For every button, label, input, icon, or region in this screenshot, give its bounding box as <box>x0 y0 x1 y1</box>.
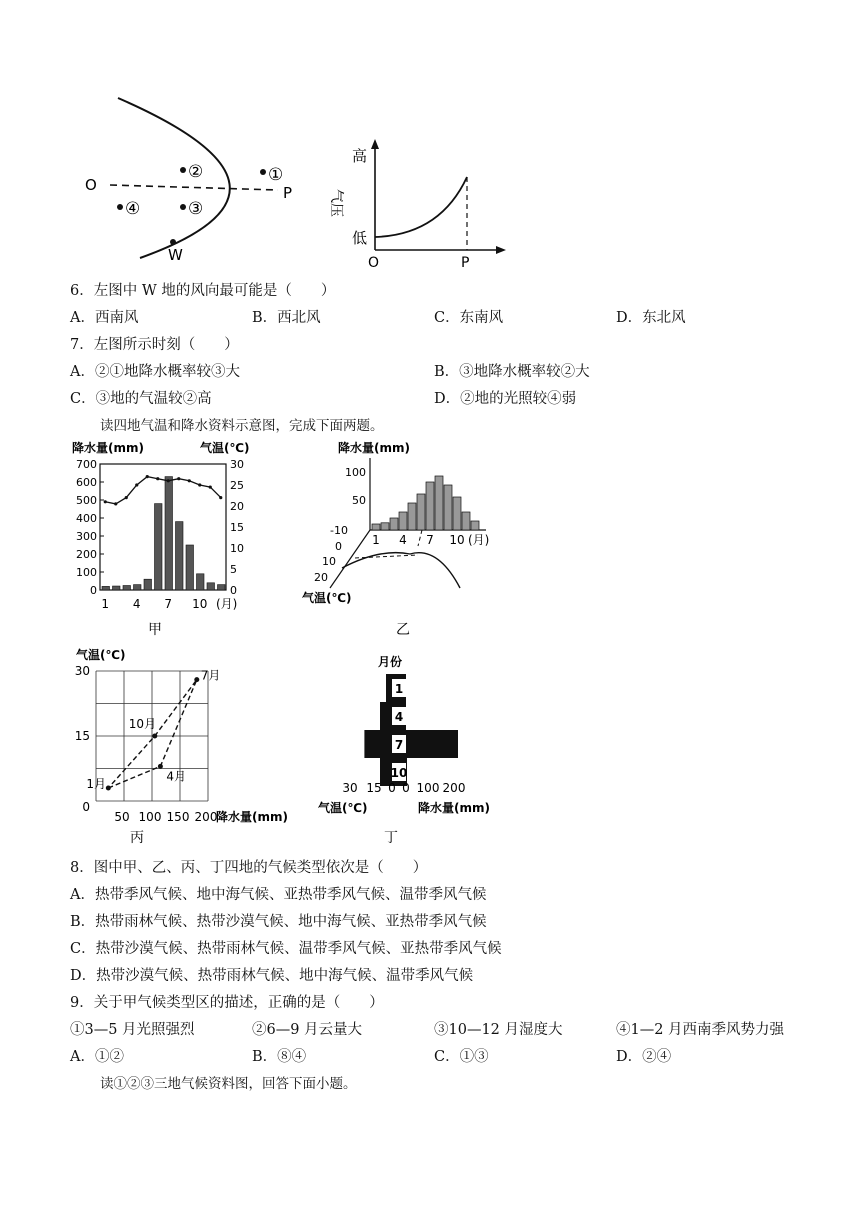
climate-chart-ding <box>310 650 510 845</box>
ding-precip-bar <box>398 730 458 758</box>
bing-temp-tick: 0 <box>82 800 90 814</box>
bing-point-label: 4月 <box>166 769 187 784</box>
yi-precip-bar <box>372 524 380 530</box>
q9-statement-1: ①3—5 月光照强烈 <box>70 1022 195 1038</box>
jia-precip-bar <box>134 585 142 590</box>
yi-month-tick: 4 <box>399 533 407 547</box>
pressure-p-label: P <box>461 255 470 271</box>
jia-precip-tick: 500 <box>76 494 97 507</box>
jia-temp-point <box>198 483 201 486</box>
intro-four-places: 读四地气温和降水资料示意图，完成下面两题。 <box>100 418 384 434</box>
ding-month-label: 10 <box>390 766 408 780</box>
jia-month-tick: 10 <box>192 597 208 611</box>
bing-point-label: 1月 <box>86 777 106 791</box>
q6-option-d[interactable]: D．东北风 <box>616 310 686 326</box>
yi-temp-tick: 10 <box>322 555 336 568</box>
yi-x-unit: (月) <box>468 533 490 547</box>
jia-temp-point <box>104 500 107 503</box>
jia-precip-bar <box>165 477 173 590</box>
pressure-curve-figure <box>330 135 510 270</box>
yi-precip-bar <box>399 512 407 530</box>
bing-caption: 丙 <box>130 830 144 846</box>
p-label: P <box>283 184 293 202</box>
isobar-figure <box>80 90 310 265</box>
yi-month-tick: 7 <box>426 533 434 547</box>
bing-temp-tick: 30 <box>74 664 90 678</box>
ding-precip-axis-label: 降水量(mm) <box>418 801 490 815</box>
point-4-label: ④ <box>125 199 141 219</box>
jia-precip-bar <box>144 579 152 590</box>
jia-precip-bar <box>197 574 205 590</box>
q7-stem: 7．左图所示时刻（ ） <box>70 337 239 353</box>
jia-temp-point <box>114 502 117 505</box>
q9-statement-2: ②6—9 月云量大 <box>252 1022 363 1038</box>
q9-stem: 9．关于甲气候类型区的描述，正确的是（ ） <box>70 995 384 1011</box>
yi-precip-axis-label: 降水量(mm) <box>338 441 410 455</box>
q9-option-a[interactable]: A．①② <box>70 1049 124 1065</box>
jia-temp-tick: 5 <box>230 563 237 576</box>
ding-temp-axis-label: 气温(℃) <box>318 801 368 815</box>
yi-precip-bar <box>390 518 398 530</box>
yi-precip-tick: 50 <box>352 494 366 507</box>
jia-temp-point <box>219 496 222 499</box>
jia-temp-tick: 20 <box>230 500 244 513</box>
climate-chart-yi <box>300 438 500 638</box>
yi-temp-tick: 20 <box>314 571 328 584</box>
yi-precip-bar <box>426 482 434 530</box>
jia-precip-tick: 400 <box>76 512 97 525</box>
yi-precip-tick: 100 <box>345 466 366 479</box>
jia-precip-tick: 0 <box>90 584 97 597</box>
q8-option-b[interactable]: B．热带雨林气候、热带沙漠气候、地中海气候、亚热带季风气候 <box>70 914 487 930</box>
ding-temp-tick: 30 <box>342 781 358 795</box>
ding-temp-tick: 15 <box>366 781 382 795</box>
point-3-label: ③ <box>188 199 204 219</box>
jia-precip-bar <box>207 583 215 590</box>
jia-precip-tick: 300 <box>76 530 97 543</box>
q7-option-a[interactable]: A．②①地降水概率较③大 <box>70 364 240 380</box>
bing-precip-tick: 50 <box>114 810 130 824</box>
yi-month-tick: 10 <box>449 533 465 547</box>
q9-statement-4: ④1—2 月西南季风势力强 <box>616 1022 785 1038</box>
jia-caption: 甲 <box>148 622 162 638</box>
jia-temp-point <box>188 479 191 482</box>
ding-month-label: 7 <box>394 738 404 752</box>
jia-precip-tick: 600 <box>76 476 97 489</box>
q6-option-b[interactable]: B．西北风 <box>252 310 321 326</box>
jia-temp-point <box>177 477 180 480</box>
jia-temp-tick: 15 <box>230 521 244 534</box>
ding-temp-tick: 0 <box>388 781 396 795</box>
ding-precip-tick: 200 <box>442 781 466 795</box>
q6-option-c[interactable]: C．东南风 <box>434 310 504 326</box>
yi-precip-bar <box>435 476 443 530</box>
jia-precip-bar <box>155 504 163 590</box>
pressure-high-label: 高 <box>352 147 368 165</box>
climate-chart-jia <box>70 438 270 638</box>
jia-precip-tick: 200 <box>76 548 97 561</box>
bing-precip-tick: 100 <box>138 810 162 824</box>
ding-month-label: 4 <box>394 710 404 724</box>
yi-precip-bar <box>453 497 461 530</box>
q7-option-d[interactable]: D．②地的光照较④弱 <box>434 391 577 407</box>
jia-temp-point <box>135 483 138 486</box>
bing-temp-tick: 15 <box>74 729 90 743</box>
point-1-label: ① <box>268 165 284 185</box>
jia-month-tick: 1 <box>101 597 110 611</box>
jia-precip-bar <box>176 522 184 590</box>
jia-temp-point <box>167 479 170 482</box>
q9-option-d[interactable]: D．②④ <box>616 1049 672 1065</box>
jia-temp-point <box>156 477 159 480</box>
w-label: W <box>168 246 183 264</box>
ding-precip-tick: 100 <box>416 781 440 795</box>
q8-stem: 8．图中甲、乙、丙、丁四地的气候类型依次是（ ） <box>70 860 428 876</box>
q8-option-a[interactable]: A．热带季风气候、地中海气候、亚热带季风气候、温带季风气候 <box>70 887 487 903</box>
ding-month-label: 1 <box>394 682 404 696</box>
jia-precip-bar <box>113 586 121 590</box>
jia-temp-tick: 30 <box>230 458 244 471</box>
yi-precip-bar <box>417 494 425 530</box>
q6-option-a[interactable]: A．西南风 <box>70 310 139 326</box>
q7-option-c[interactable]: C．③地的气温较②高 <box>70 391 212 407</box>
bing-point <box>194 677 199 682</box>
q9-option-c[interactable]: C．①③ <box>434 1049 489 1065</box>
yi-month-tick: 1 <box>372 533 380 547</box>
yi-precip-bar <box>471 521 479 530</box>
bing-point-label: 7月 <box>200 668 221 683</box>
jia-temp-tick: 10 <box>230 542 244 555</box>
pressure-axis-label: 气压 <box>328 189 344 217</box>
jia-temp-point <box>125 496 128 499</box>
jia-temp-tick: 25 <box>230 479 244 492</box>
bing-point <box>106 786 111 791</box>
jia-temp-axis-label: 气温(℃) <box>200 441 250 455</box>
jia-temp-point <box>209 486 212 489</box>
q7-option-b[interactable]: B．③地降水概率较②大 <box>434 364 590 380</box>
yi-precip-bar <box>462 512 470 530</box>
q9-option-b[interactable]: B．⑧④ <box>252 1049 307 1065</box>
jia-precip-bar <box>123 586 131 591</box>
yi-temp-tick: 0 <box>335 540 342 553</box>
pressure-low-label: 低 <box>352 229 368 247</box>
q9-statement-3: ③10—12 月湿度大 <box>434 1022 563 1038</box>
jia-precip-axis-label: 降水量(mm) <box>72 441 144 455</box>
jia-month-tick: 7 <box>164 597 173 611</box>
jia-temp-tick: 0 <box>230 584 237 597</box>
bing-point <box>152 734 157 739</box>
bing-precip-tick: 150 <box>166 810 190 824</box>
jia-precip-bar <box>186 545 194 590</box>
jia-x-unit: (月) <box>216 597 238 611</box>
q8-option-d[interactable]: D．热带沙漠气候、热带雨林气候、地中海气候、温带季风气候 <box>70 968 474 984</box>
jia-temp-line <box>105 477 221 504</box>
point-2-label: ② <box>188 162 204 182</box>
ding-precip-tick: 0 <box>402 781 410 795</box>
jia-precip-tick: 100 <box>76 566 97 579</box>
ding-caption: 丁 <box>384 830 398 846</box>
bing-temp-axis-label: 气温(℃) <box>76 648 126 662</box>
jia-temp-point <box>146 475 149 478</box>
yi-precip-bar <box>381 523 389 530</box>
yi-caption: 乙 <box>396 622 410 638</box>
intro-three-places: 读①②③三地气候资料图，回答下面小题。 <box>100 1076 357 1092</box>
jia-precip-bar <box>102 586 110 590</box>
yi-temp-tick: -10 <box>330 524 348 537</box>
bing-precip-axis-label: 降水量(mm) <box>216 810 288 824</box>
o-label: O <box>85 176 97 194</box>
climate-chart-bing <box>70 645 300 845</box>
yi-precip-bar <box>408 503 416 530</box>
bing-precip-tick: 200 <box>194 810 218 824</box>
pressure-o-label: O <box>368 255 380 271</box>
jia-precip-tick: 700 <box>76 458 97 471</box>
jia-precip-bar <box>218 585 226 590</box>
q6-stem: 6．左图中 W 地的风向最可能是（ ） <box>70 283 336 299</box>
jia-month-tick: 4 <box>132 597 141 611</box>
ding-month-label: 月份 <box>378 655 403 669</box>
q8-option-c[interactable]: C．热带沙漠气候、热带雨林气候、温带季风气候、亚热带季风气候 <box>70 941 502 957</box>
yi-temp-axis-label: 气温(℃) <box>302 591 352 605</box>
bing-point <box>158 764 163 769</box>
yi-precip-bar <box>444 485 452 530</box>
bing-point-label: 10月 <box>128 717 157 731</box>
